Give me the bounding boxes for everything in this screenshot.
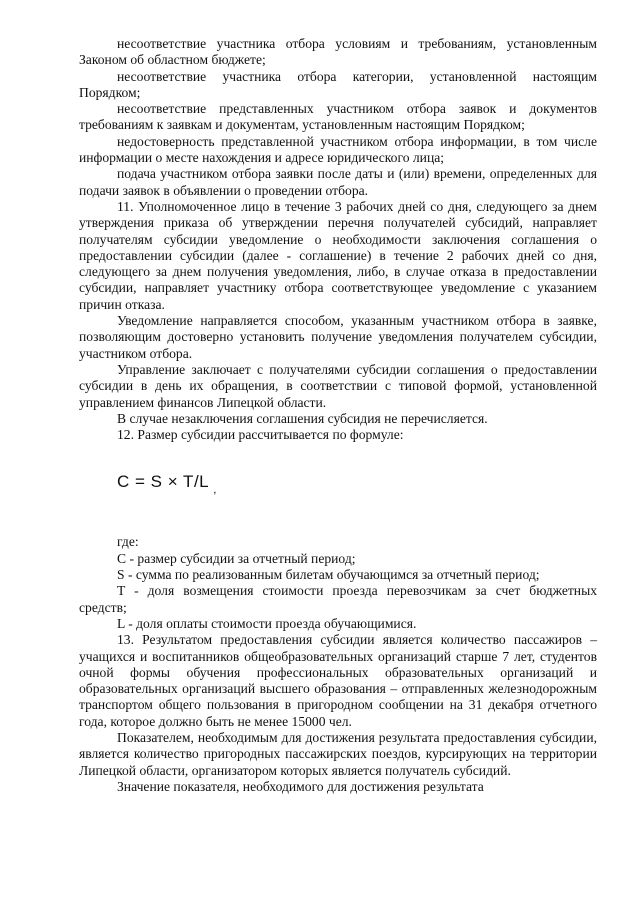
formula-trailing: , [213, 482, 217, 497]
paragraph-where: где: [117, 534, 139, 550]
paragraph-def-c: C - размер субсидии за отчетный период; [117, 550, 356, 566]
paragraph-criterion-4: недостоверность представленной участником отбора информации, в том числе информации о месте нахождения и адресе юридического лица; [79, 133, 597, 166]
paragraph-criterion-3: несоответствие представленных участником отбора заявок и документов требованиям к заявкам и документам, установленным настоящим Порядком; [79, 101, 597, 133]
paragraph-def-l: L - доля оплаты стоимости проезда обучающимися. [117, 615, 417, 631]
paragraph-section-12: 12. Размер субсидии рассчитывается по формуле: [117, 427, 404, 443]
paragraph-indicator: Показателем, необходимым для достижения результата предоставления субсидии, является количество пригородных пассажирских поездов, курсирующих на территории Липецкой области, организатором которых является получатель субсидий. [79, 729, 597, 778]
subsidy-formula [117, 471, 597, 500]
paragraph-no-agreement: В случае незаключения соглашения субсидия не перечисляется. [117, 410, 488, 426]
paragraph-criterion-1: несоответствие участника отбора условиям и требованиям, установленным Законом об областном бюджете; [79, 36, 597, 68]
formula-text: C = S × T/L [117, 472, 210, 492]
paragraph-def-s: S - сумма по реализованным билетам обучающимся за отчетный период; [117, 567, 540, 583]
paragraph-indicator-value: Значение показателя, необходимого для достижения результата [117, 778, 484, 794]
paragraph-def-t: T - доля возмещения стоимости проезда перевозчикам за счет бюджетных средств; [79, 583, 597, 615]
paragraph-agreement: Управление заключает с получателями субсидии соглашения о предоставлении субсидии в день их обращения, в соответствии с типовой формой, установленной управлением финансов Липецкой области. [79, 361, 597, 410]
paragraph-criterion-2: несоответствие участника отбора категории, установленной настоящим Порядком; [79, 68, 597, 100]
paragraph-section-11: 11. Уполномоченное лицо в течение 3 рабочих дней со дня, следующего за днем утверждения приказа об утверждении перечня получателей субсидий, направляет получателям субсидии уведомление о необходимости заключения соглашения о предоставлении субсидии (далее - соглашение) в течение 2 рабочих дней со дня, следующего за днем получения уведомления, либо, в случае отказа в предоставлении субсидии, направляет участнику отбора соответствующее уведомление с указанием причин отказа. [79, 198, 597, 312]
paragraph-notification-method: Уведомление направляется способом, указанным участником отбора в заявке, позволяющим достоверно установить получение уведомления получателем субсидии, участником отбора. [79, 313, 597, 361]
paragraph-criterion-5: подача участником отбора заявки после даты и (или) времени, определенных для подачи заявок в объявлении о проведении отбора. [79, 166, 597, 198]
paragraph-section-13: 13. Результатом предоставления субсидии является количество пассажиров – учащихся и воспитанников общеобразовательных организаций старше 7 лет, студентов очной формы обучения профессиональных образовательных организаций и образовательных организаций высшего образования – отправленных железнодорожным транспортом общего пользования в пригородном сообщении на 31 декабря отчетного года, которое должно быть не менее 15000 чел. [79, 632, 597, 729]
